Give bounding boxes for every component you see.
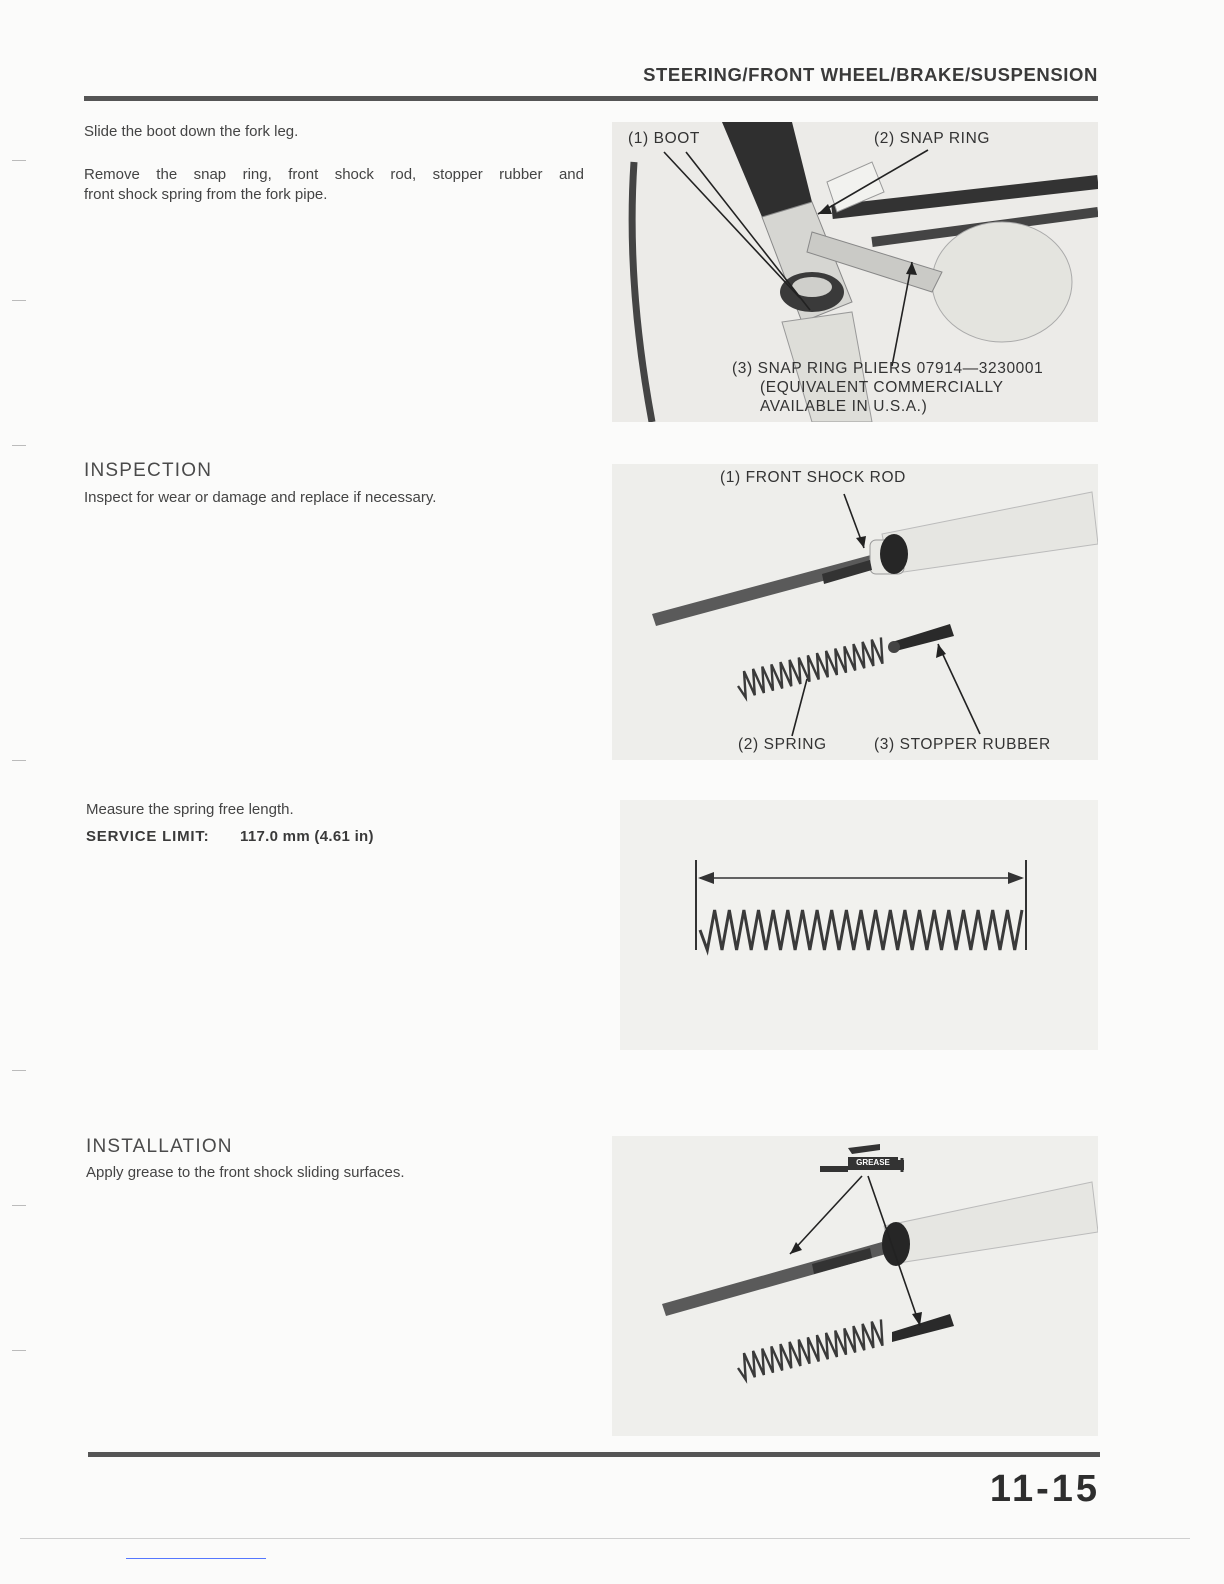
- header-rule: [84, 96, 1098, 101]
- inspection-text: Inspect for wear or damage and replace if necessary.: [84, 489, 437, 506]
- service-limit-label: SERVICE LIMIT:: [86, 828, 210, 845]
- footer-rule: [88, 1452, 1100, 1457]
- margin-mark: [12, 160, 26, 161]
- margin-mark: [12, 760, 26, 761]
- callout-boot: (1) BOOT: [628, 130, 700, 147]
- figure-shock-rod-parts-illustration: [612, 464, 1098, 760]
- installation-text: Apply grease to the front shock sliding surfaces.: [86, 1164, 405, 1181]
- callout-pliers: (3) SNAP RING PLIERS 07914—3230001: [732, 360, 1044, 377]
- callout-pliers-note-1: (EQUIVALENT COMMERCIALLY: [760, 379, 1004, 396]
- removal-step-line2: front shock spring from the fork pipe.: [84, 186, 328, 203]
- callout-front-shock-rod: (1) FRONT SHOCK ROD: [720, 469, 906, 486]
- service-limit-value: 117.0 mm (4.61 in): [240, 828, 374, 845]
- callout-snap-ring: (2) SNAP RING: [874, 130, 991, 147]
- figure-shock-rod-parts: [612, 464, 1098, 760]
- scan-edge-line: [20, 1538, 1190, 1539]
- callout-spring: (2) SPRING: [738, 736, 827, 753]
- grease-label: GREASE: [848, 1157, 898, 1168]
- figure-grease-application-illustration: [612, 1136, 1098, 1436]
- callout-pliers-note-2: AVAILABLE IN U.S.A.): [760, 398, 928, 415]
- removal-step-line1: Remove the snap ring, front shock rod, stopper rubber and: [84, 166, 584, 183]
- figure-grease-application: [612, 1136, 1098, 1436]
- figure-snap-ring-removal: [612, 122, 1098, 422]
- measure-text: Measure the spring free length.: [86, 801, 294, 818]
- figure-spring-free-length: [620, 800, 1098, 1050]
- margin-mark: [12, 1205, 26, 1206]
- margin-mark: [12, 1350, 26, 1351]
- callout-stopper-rubber: (3) STOPPER RUBBER: [874, 736, 1051, 753]
- inspection-heading: INSPECTION: [84, 460, 213, 481]
- margin-mark: [12, 300, 26, 301]
- margin-mark: [12, 1070, 26, 1071]
- page-number: 11-15: [989, 1468, 1100, 1510]
- figure-spring-free-length-illustration: [620, 800, 1098, 1050]
- header-title: STEERING/FRONT WHEEL/BRAKE/SUSPENSION: [643, 64, 1098, 85]
- margin-mark: [12, 445, 26, 446]
- bottom-link-underline: [126, 1558, 266, 1559]
- installation-heading: INSTALLATION: [86, 1136, 233, 1157]
- removal-step-boot: Slide the boot down the fork leg.: [84, 123, 299, 140]
